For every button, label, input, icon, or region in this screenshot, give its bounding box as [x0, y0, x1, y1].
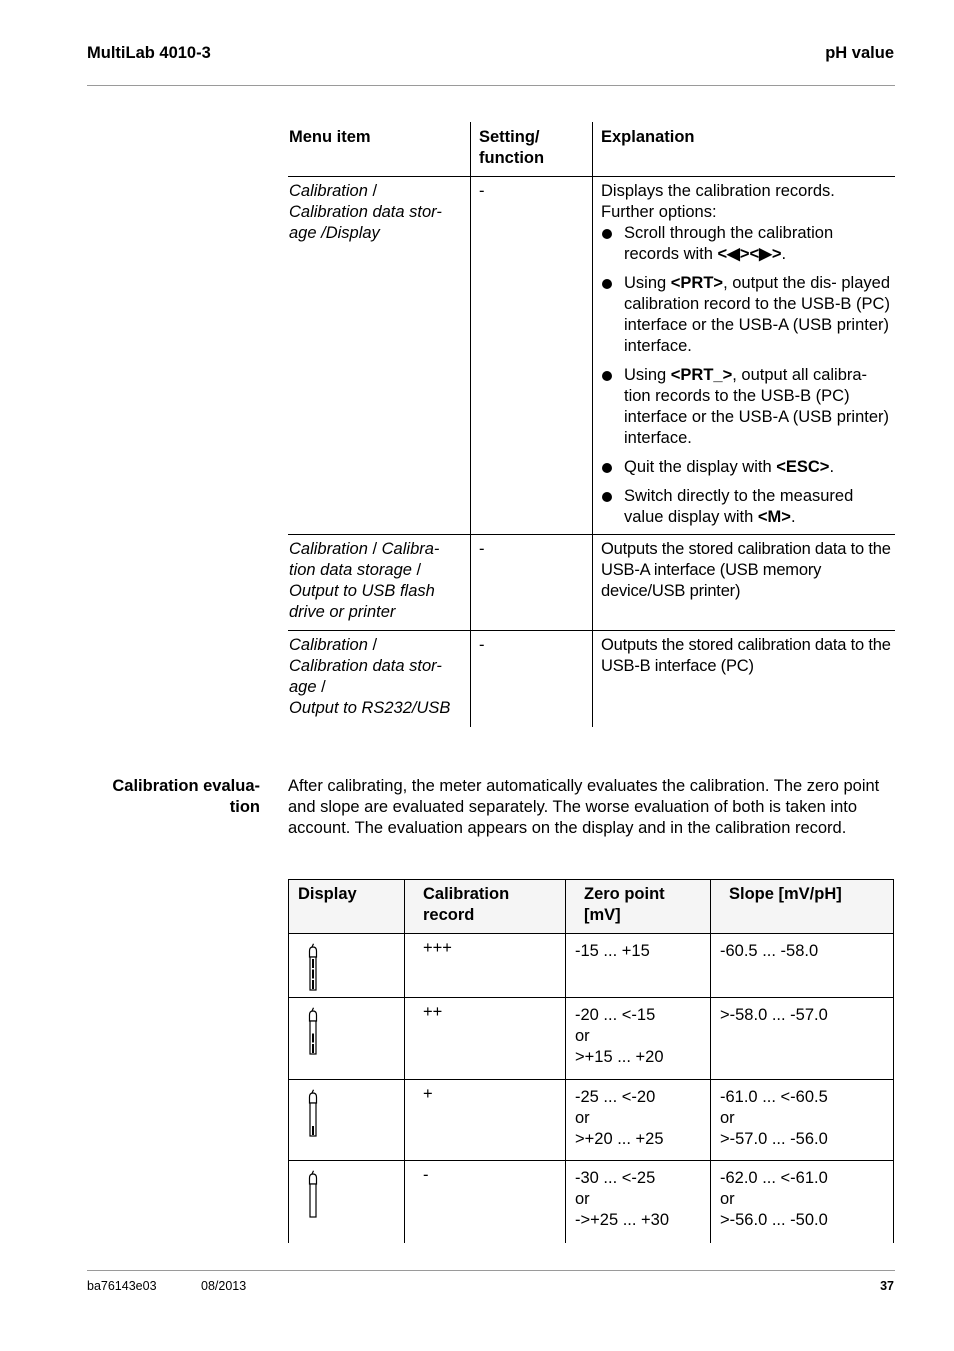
col-display: Display: [298, 885, 357, 903]
eval-table-border: [893, 879, 894, 1243]
option-bullet: Using <PRT_>, output all calibra- tion records to the USB-B (PC) interface or the USB-A (USB printer) interface.: [601, 365, 891, 449]
option-bullet: Using <PRT>, output the dis- played calibration record to the USB-B (PC) interface or the USB-A (USB printer) interface.: [601, 273, 891, 357]
probe-icon-2-bars: [305, 1007, 321, 1062]
level-bar: [312, 959, 314, 968]
probe-icon-0-bars: [305, 1170, 321, 1225]
key-reference: <PRT>: [670, 274, 724, 292]
section-label: Calibration evalua- tion: [112, 777, 260, 816]
probe-icon-3-bars: [305, 943, 321, 998]
electrode-head: [310, 1011, 317, 1021]
electrode-head: [310, 1174, 317, 1184]
slope-range: -62.0 ... <-61.0 or >-56.0 ... -50.0: [720, 1169, 828, 1229]
eval-table-rule: [288, 933, 894, 934]
calibration-record-value: ++: [423, 1003, 443, 1021]
slope-range: >-58.0 ... -57.0: [720, 1006, 828, 1024]
eval-table-rule: [288, 1160, 894, 1161]
probe-icon-1-bar: [305, 1089, 321, 1144]
key-reference: <M>: [757, 508, 791, 526]
menu-col-menu-item: Menu item: [289, 128, 371, 146]
option-bullet: Switch directly to the measured value display with <M>.: [601, 486, 891, 528]
level-bar: [312, 970, 314, 979]
bullet-icon: [602, 229, 612, 239]
menu-col-setting: Setting/ function: [479, 128, 545, 167]
eval-table-rule: [288, 1079, 894, 1080]
col-zero-point: Zero point [mV]: [584, 885, 665, 924]
footer-rule: [87, 1270, 895, 1271]
menu-item-output-usb: Calibration / Calibra- tion data storage / Output to USB flash drive or printer: [289, 540, 440, 621]
header-rule: [87, 85, 895, 86]
footer-date: 08/2013: [201, 1279, 247, 1293]
menu-table-divider: [592, 122, 593, 727]
calibration-record-value: -: [423, 1166, 429, 1184]
menu-setting-value: -: [479, 540, 485, 558]
key-reference: <PRT_>: [670, 366, 733, 384]
col-slope: Slope [mV/pH]: [729, 885, 842, 903]
electrode-head: [310, 1093, 317, 1103]
calibration-record-value: +++: [423, 939, 452, 957]
key-reference: <◀><▶>: [717, 245, 782, 263]
menu-col-explanation: Explanation: [601, 128, 695, 146]
menu-item-output-rs232: Calibration / Calibration data stor- age / Output to RS232/USB: [289, 636, 451, 717]
bullet-icon: [602, 371, 612, 381]
electrode-head: [310, 947, 317, 957]
eval-table-rule: [288, 997, 894, 998]
menu-explanation: Outputs the stored calibration data to the USB-B interface (PC): [601, 636, 891, 675]
zero-point-range: -30 ... <-25 or ->+25 ... +30: [575, 1169, 670, 1229]
bullet-icon: [602, 279, 612, 289]
option-list: [601, 223, 891, 528]
electrode-icon: [305, 1007, 321, 1057]
eval-table-divider: [565, 879, 566, 1243]
level-bar: [312, 1044, 314, 1053]
menu-item-display: Calibration / Calibration data stor- age /Display: [289, 182, 442, 242]
level-bar: [312, 980, 314, 989]
bullet-icon: [602, 463, 612, 473]
bullet-icon: [602, 492, 612, 502]
eval-table-rule: [288, 879, 894, 880]
menu-explanation: Outputs the stored calibration data to the USB-A interface (USB memory device/USB printer): [601, 540, 891, 600]
zero-point-range: -20 ... <-15 or >+15 ... +20: [575, 1006, 664, 1066]
level-bar: [312, 1034, 314, 1043]
electrode-body: [310, 1184, 316, 1217]
eval-table-border: [288, 879, 289, 1243]
menu-table-rule: [288, 630, 895, 631]
key-reference: <ESC>: [776, 458, 830, 476]
menu-setting-value: -: [479, 182, 485, 200]
col-calibration-record: Calibration record: [423, 885, 510, 924]
menu-setting-value: -: [479, 636, 485, 654]
menu-table-rule: [288, 176, 895, 177]
electrode-icon: [305, 1170, 321, 1220]
page-number: 37: [880, 1279, 894, 1293]
option-bullet: Quit the display with <ESC>.: [601, 457, 891, 478]
header-product: MultiLab 4010-3: [87, 44, 211, 62]
slope-range: -61.0 ... <-60.5 or >-57.0 ... -56.0: [720, 1088, 828, 1148]
option-bullet: Scroll through the calibration records with <◀><▶>.: [601, 223, 891, 265]
menu-explanation: Displays the calibration records. Further options: Scroll through the calibration records with <◀><▶>. Using <PRT>, output the dis- played calibration record to the USB-B (PC) interface or the USB-A (USB printer) interface. Using <PRT_>, output all calibra- tion records to the USB-B (PC) interface or the USB-A (USB printer) interface. Quit the display with <ESC>. Switch directly to the measured value display with <M>.: [601, 182, 891, 526]
zero-point-range: -25 ... <-20 or >+20 ... +25: [575, 1088, 664, 1148]
header-section: pH value: [825, 44, 894, 62]
evaluation-paragraph: After calibrating, the meter automatically evaluates the calibration. The zero point and slope are evaluated separately. The worse evaluation of both is taken into account. The evaluation appears on the display and in the calibration record.: [288, 777, 880, 837]
calibration-record-value: +: [423, 1085, 433, 1103]
electrode-icon: [305, 943, 321, 993]
eval-table-divider: [710, 879, 711, 1243]
footer-doc-id: ba76143e03: [87, 1279, 157, 1293]
slope-range: -60.5 ... -58.0: [720, 942, 819, 960]
electrode-icon: [305, 1089, 321, 1139]
eval-table-divider: [404, 879, 405, 1243]
level-bar: [312, 1126, 314, 1135]
zero-point-range: -15 ... +15: [575, 942, 650, 960]
menu-table-divider: [470, 122, 471, 727]
